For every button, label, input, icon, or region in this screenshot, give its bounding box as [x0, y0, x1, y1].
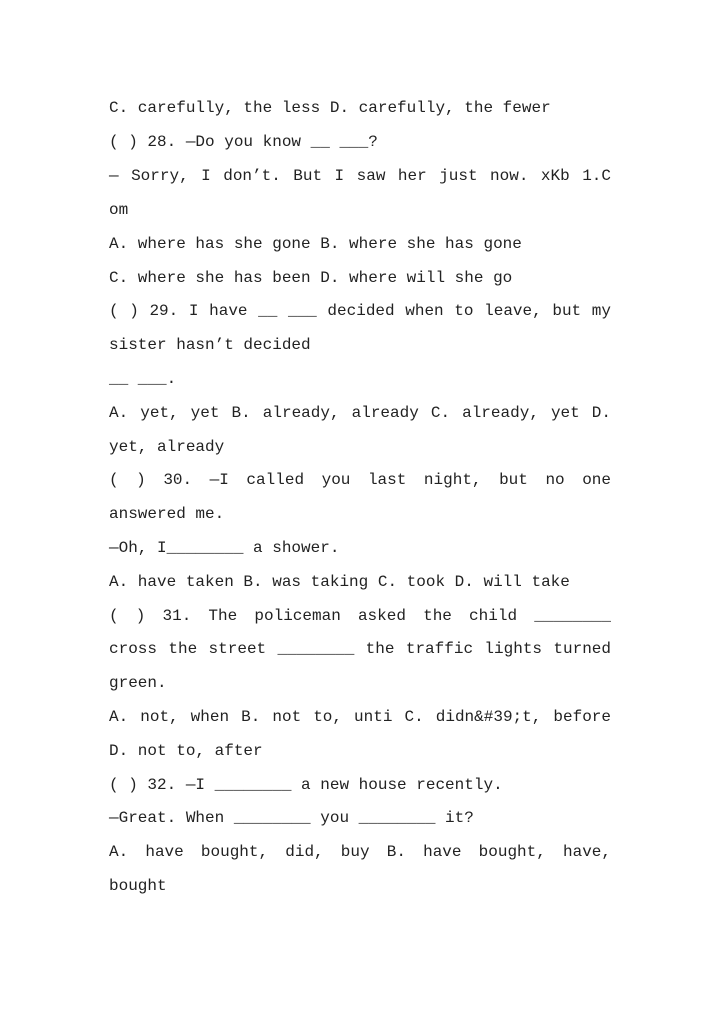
question-29-blank: __ ___.: [109, 370, 177, 388]
question-29-options: A. yet, yet B. already, already C. already, yet D.: [109, 404, 611, 422]
question-30-cont: answered me.: [109, 505, 225, 523]
question-31-cont: cross the street ________ the traffic lights turned: [109, 640, 611, 658]
question-29: ( ) 29. I have __ ___ decided when to leave, but my: [109, 302, 611, 320]
question-32: ( ) 32. —I ________ a new house recently.: [109, 776, 503, 794]
question-32-options-cont: bought: [109, 877, 167, 895]
question-32-reply: —Great. When ________ you ________ it?: [109, 809, 474, 827]
question-30-reply: —Oh, I________ a shower.: [109, 539, 340, 557]
question-31: ( ) 31. The policeman asked the child ________: [109, 607, 611, 625]
question-28-reply: — Sorry, I don’t. But I saw her just now. xKb 1.C: [109, 167, 611, 185]
question-31-options: A. not, when B. not to, unti C. didn&#39;t, before: [109, 708, 611, 726]
question-30: ( ) 30. —I called you last night, but no one: [109, 471, 611, 489]
question-28-options-cd: C. where she has been D. where will she go: [109, 269, 513, 287]
question-29-options-cont: yet, already: [109, 438, 225, 456]
question-29-cont: sister hasn’t decided: [109, 336, 311, 354]
question-32-options: A. have bought, did, buy B. have bought, have,: [109, 843, 611, 861]
question-31-cont2: green.: [109, 674, 167, 692]
question-28-reply-cont: om: [109, 201, 129, 219]
question-28: ( ) 28. —Do you know __ ___?: [109, 133, 378, 151]
question-31-options-cont: D. not to, after: [109, 742, 263, 760]
question-30-options: A. have taken B. was taking C. took D. will take: [109, 573, 570, 591]
option-line-27-cd: C. carefully, the less D. carefully, the fewer: [109, 99, 551, 117]
question-28-options-ab: A. where has she gone B. where she has gone: [109, 235, 522, 253]
